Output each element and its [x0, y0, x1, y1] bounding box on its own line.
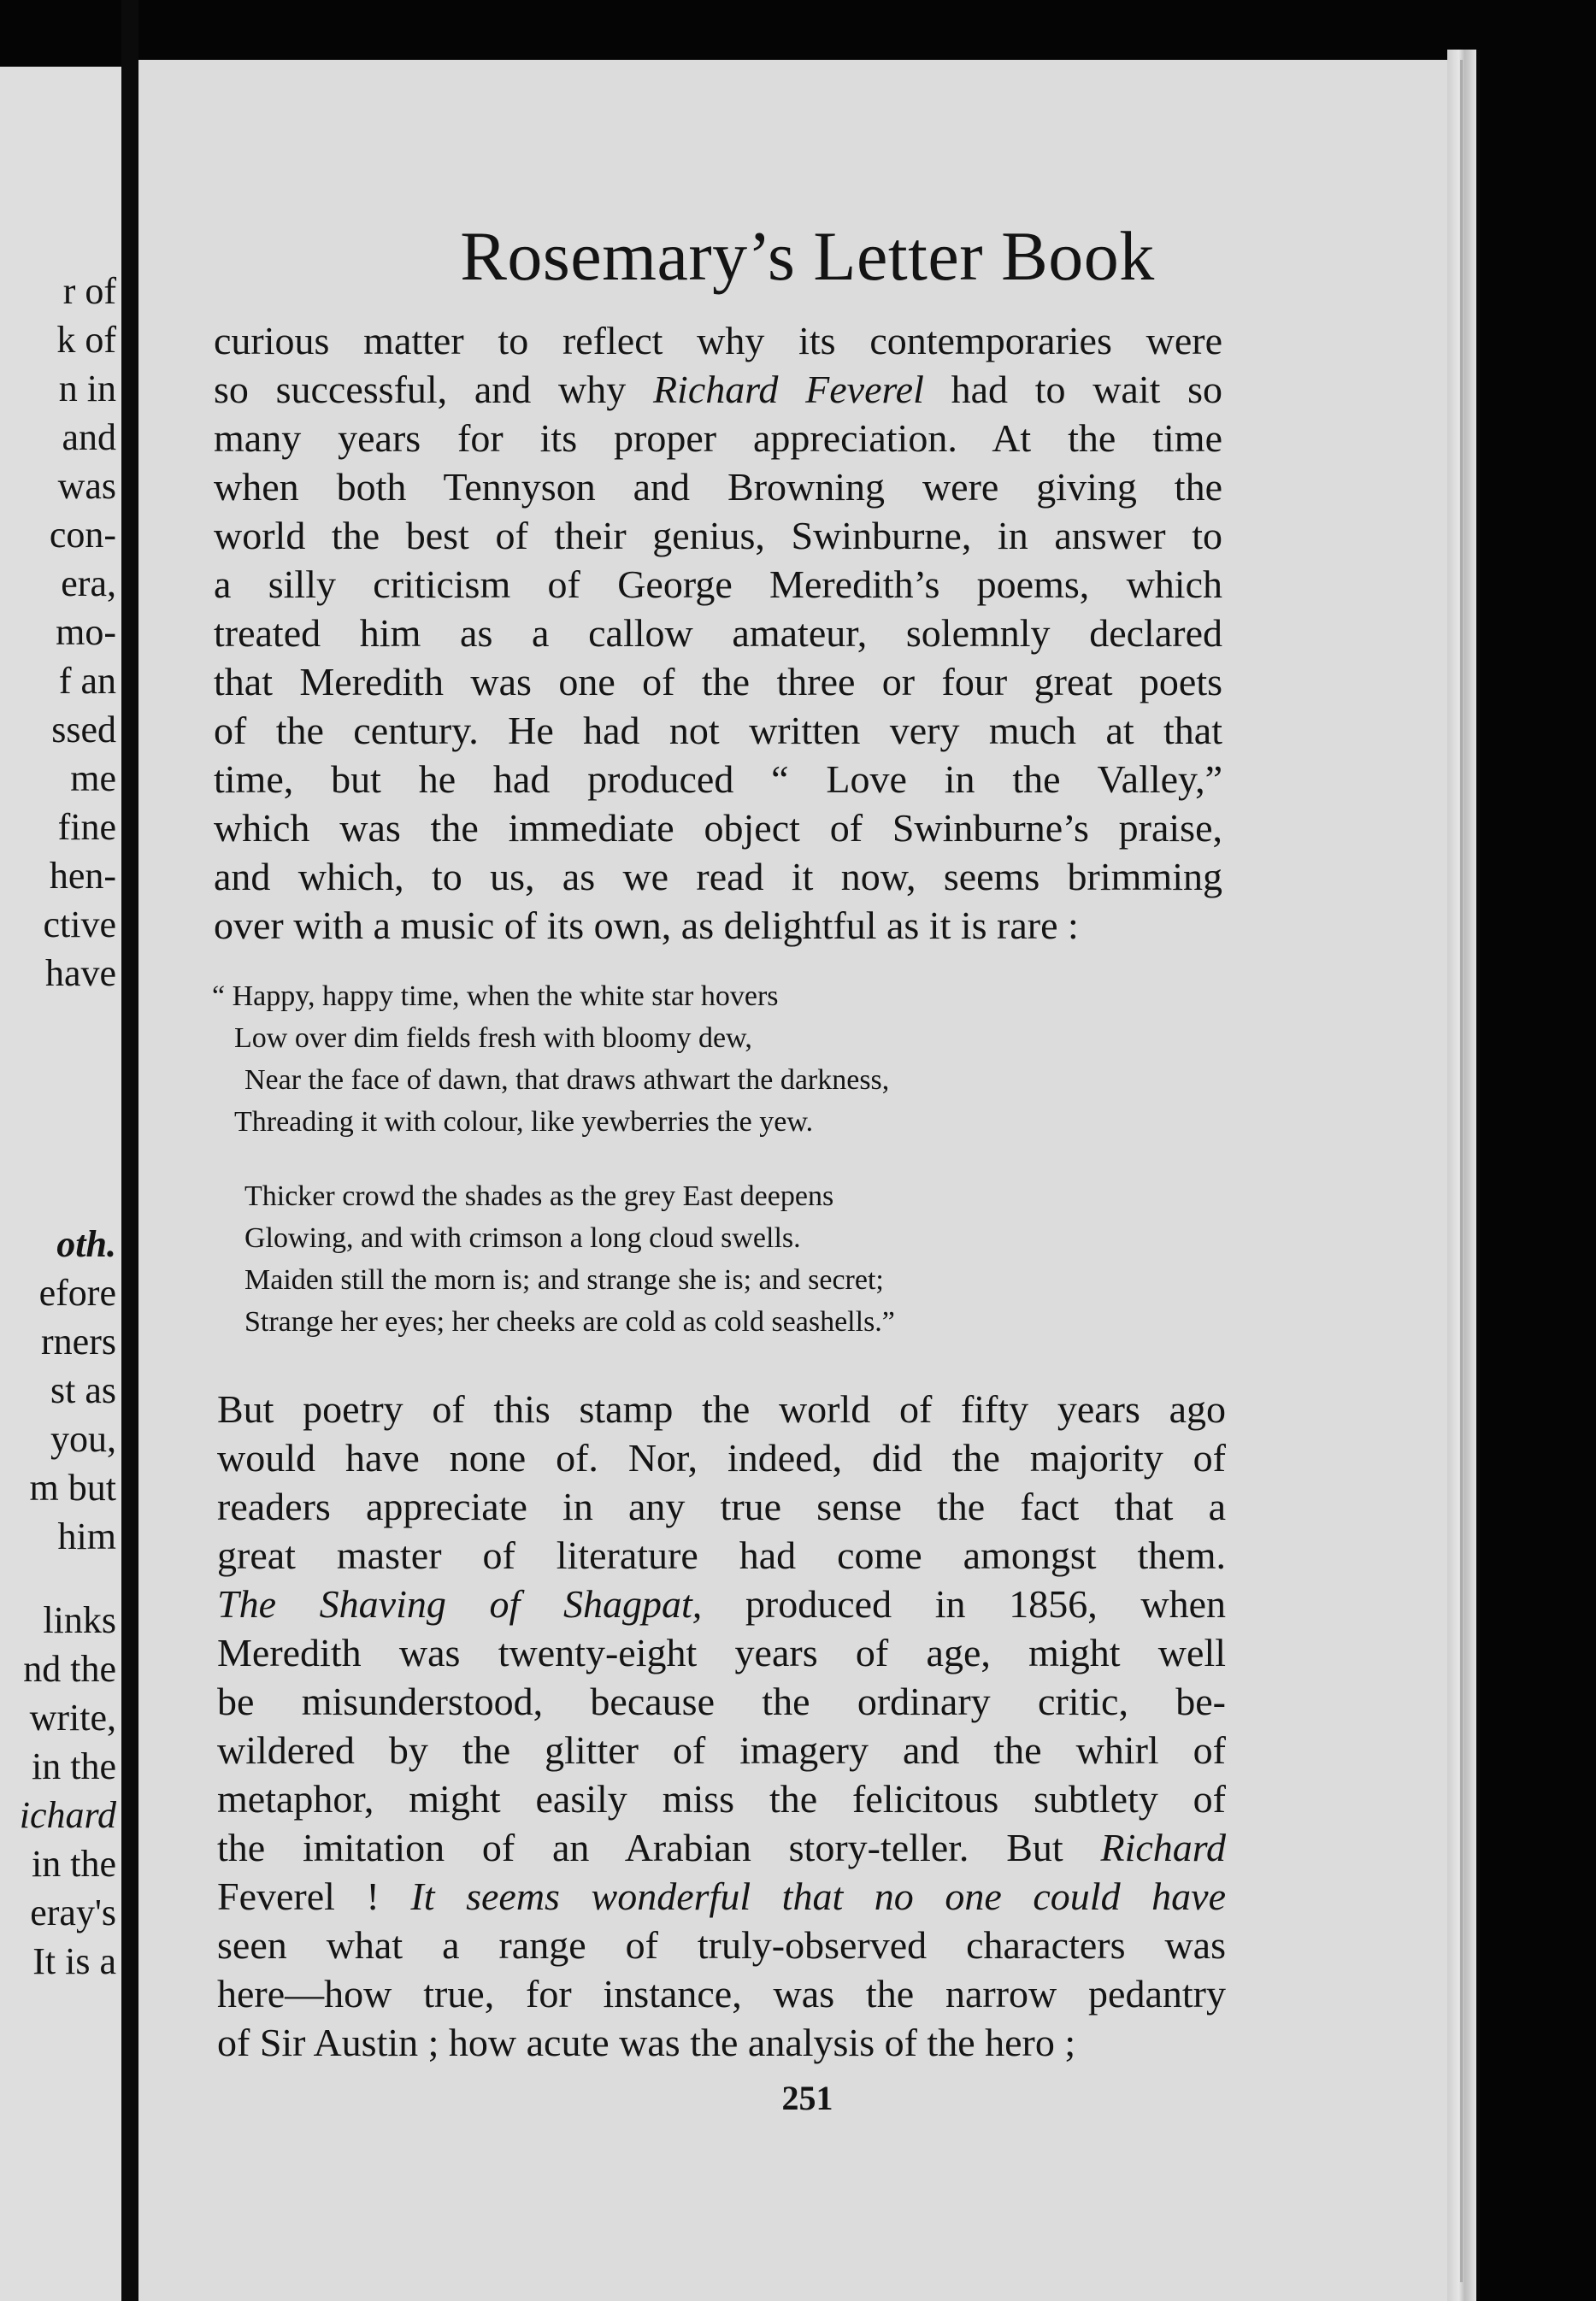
- facing-page-fragment: me: [70, 757, 116, 799]
- verse-line: Threading it with colour, like yewberries the yew.: [234, 1106, 814, 1138]
- facing-page-fragment: eray's: [30, 1892, 116, 1933]
- text-line: a silly criticism of George Meredith’s poems, which: [214, 562, 1222, 606]
- facing-page-fragment: m but: [29, 1467, 116, 1509]
- facing-page-fragment: f an: [58, 660, 116, 702]
- facing-page-fragment: ichard: [19, 1794, 116, 1836]
- facing-page-fragment: ctive: [43, 903, 116, 945]
- facing-page-fragment: It is a: [32, 1940, 116, 1982]
- facing-page-fragment: oth.: [56, 1223, 116, 1265]
- text-line: But poetry of this stamp the world of fifty years ago: [217, 1387, 1226, 1431]
- book-page: [138, 60, 1476, 2301]
- text-line: readers appreciate in any true sense the fact that a: [217, 1485, 1226, 1528]
- text-line: when both Tennyson and Browning were giving the: [214, 465, 1222, 509]
- facing-page-fragment: and: [62, 416, 116, 458]
- verse-line: Low over dim fields fresh with bloomy dew,: [234, 1022, 752, 1054]
- text-line: that Meredith was one of the three or four great poets: [214, 660, 1222, 703]
- text-line: metaphor, might easily miss the felicitous subtlety of: [217, 1777, 1226, 1821]
- text-line: many years for its proper appreciation. At the time: [214, 416, 1222, 460]
- text-line: seen what a range of truly-observed characters was: [217, 1923, 1226, 1967]
- page-edge-line: [1460, 60, 1463, 2282]
- running-header-title: Rosemary’s Letter Book: [460, 217, 1155, 295]
- facing-page-fragment: in the: [32, 1745, 116, 1787]
- text-line: so successful, and why Richard Feverel had to wait so: [214, 368, 1223, 411]
- facing-page-left: [0, 67, 121, 2301]
- text-line: world the best of their genius, Swinburne, in answer to: [214, 514, 1222, 557]
- text-line: of Sir Austin ; how acute was the analysis of the hero ;: [217, 2021, 1076, 2064]
- facing-page-fragment: him: [57, 1515, 116, 1557]
- facing-page-fragment: st as: [50, 1369, 116, 1411]
- text-line: which was the immediate object of Swinburne’s praise,: [214, 806, 1222, 850]
- page-number: 251: [781, 2079, 833, 2117]
- facing-page-fragment: was: [57, 465, 116, 507]
- facing-page-fragment: r of: [62, 270, 116, 312]
- facing-page-fragment: in the: [32, 1843, 116, 1885]
- facing-page-fragment: efore: [38, 1272, 116, 1314]
- verse-line: Strange her eyes; her cheeks are cold as cold seashells.”: [244, 1306, 895, 1338]
- text-line: wildered by the glitter of imagery and the whirl of: [217, 1728, 1226, 1772]
- facing-page-fragment: you,: [50, 1418, 116, 1460]
- facing-page-fragment: links: [43, 1599, 116, 1641]
- text-line: the imitation of an Arabian story-teller. But Richard: [217, 1826, 1226, 1869]
- text-line: time, but he had produced “ Love in the Valley,”: [214, 757, 1222, 801]
- facing-page-fragment: write,: [29, 1697, 116, 1739]
- facing-page-fragment: con-: [49, 514, 116, 556]
- text-line: Feverel ! It seems wonderful that no one could have: [217, 1874, 1226, 1918]
- verse-line: Maiden still the morn is; and strange she is; and secret;: [244, 1264, 884, 1296]
- text-line: would have none of. Nor, indeed, did the majority of: [217, 1436, 1226, 1480]
- verse-line: Near the face of dawn, that draws athwart the darkness,: [244, 1064, 890, 1096]
- book-gutter: [121, 0, 138, 2301]
- facing-page-fragment: have: [44, 952, 116, 994]
- verse-line: Thicker crowd the shades as the grey East deepens: [244, 1180, 834, 1212]
- text-line: treated him as a callow amateur, solemnly declared: [214, 611, 1222, 655]
- text-line: curious matter to reflect why its contemporaries were: [214, 319, 1222, 362]
- text-line: here—how true, for instance, was the narrow pedantry: [217, 1972, 1226, 2016]
- facing-page-fragment: era,: [61, 562, 116, 604]
- text-line: Meredith was twenty-eight years of age, might well: [217, 1631, 1226, 1674]
- facing-page-fragment: hen-: [49, 855, 116, 897]
- verse-line: “ Happy, happy time, when the white star hovers: [212, 980, 779, 1012]
- text-line: be misunderstood, because the ordinary critic, be-: [217, 1680, 1226, 1723]
- text-line: great master of literature had come amongst them.: [217, 1533, 1226, 1577]
- text-line: The Shaving of Shagpat, produced in 1856, when: [217, 1582, 1226, 1626]
- facing-page-fragment: k of: [56, 319, 116, 361]
- facing-page-fragment: fine: [57, 806, 116, 848]
- text-line: of the century. He had not written very much at that: [214, 709, 1222, 752]
- text-line: and which, to us, as we read it now, seems brimming: [214, 855, 1222, 898]
- facing-page-fragment: mo-: [56, 611, 116, 653]
- facing-page-fragment: nd the: [23, 1648, 116, 1690]
- facing-page-fragment: ssed: [51, 709, 116, 750]
- facing-page-fragment: rners: [41, 1321, 116, 1362]
- facing-page-fragment: n in: [58, 368, 116, 409]
- text-line: over with a music of its own, as delightful as it is rare :: [214, 903, 1079, 947]
- verse-line: Glowing, and with crimson a long cloud swells.: [244, 1222, 801, 1254]
